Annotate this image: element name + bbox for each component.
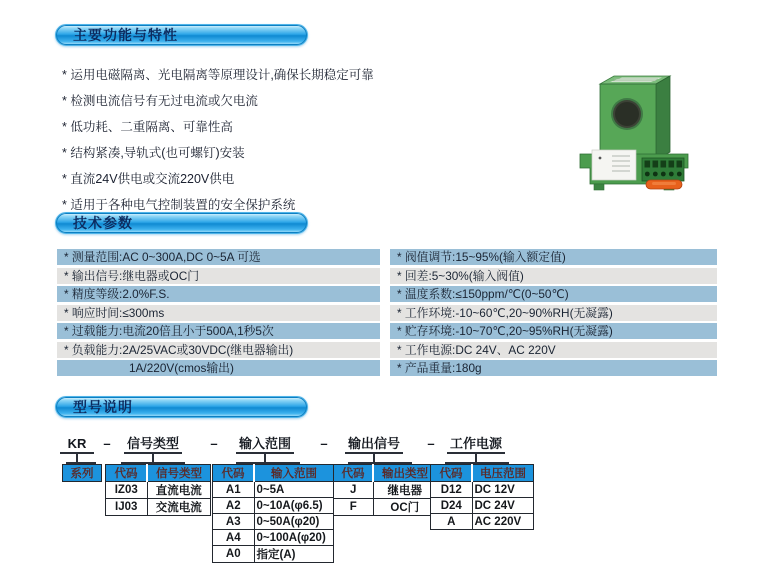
connector-stem — [475, 452, 477, 462]
column-header: 输入范围 — [254, 465, 334, 482]
code-cell: IJ03 — [106, 499, 148, 516]
spec-row: * 工作电源:DC 24V、AC 220V — [390, 342, 717, 358]
connector-stem — [76, 452, 78, 462]
specs-left-column — [57, 249, 380, 379]
column-header: 代码 — [213, 465, 255, 482]
value-cell: 直流电流 — [147, 482, 211, 499]
input-range-table — [212, 464, 334, 563]
feature-item: * 运用电磁隔离、光电隔离等原理设计,确保长期稳定可靠 — [62, 68, 374, 82]
value-cell: 交流电流 — [147, 499, 211, 516]
section-title: 型号说明 — [73, 399, 133, 415]
spec-row: * 输出信号:继电器或OC门 — [57, 268, 380, 284]
code-cell: A0 — [213, 546, 255, 563]
model-dash: – — [320, 436, 328, 451]
value-cell: OC门 — [373, 499, 437, 516]
connector-stem — [152, 452, 154, 462]
column-header: 代码 — [431, 465, 473, 482]
specs-table — [57, 249, 717, 379]
spec-row: * 产品重量:180g — [390, 360, 717, 376]
column-header: 代码 — [334, 465, 374, 482]
value-cell: DC 12V — [472, 482, 534, 498]
code-cell: D24 — [431, 498, 473, 514]
spec-row: * 精度等级:2.0%F.S. — [57, 286, 380, 302]
code-cell: J — [334, 482, 374, 499]
spec-row: * 阀值调节:15~95%(输入额定值) — [390, 249, 717, 265]
connector-stem — [373, 452, 375, 462]
model-dash: – — [427, 436, 435, 451]
code-cell: A3 — [213, 514, 255, 530]
model-dash: – — [210, 436, 218, 451]
feature-item: * 低功耗、二重隔离、可靠性高 — [62, 120, 233, 134]
value-cell: 指定(A) — [254, 546, 334, 563]
series-cell: 系列 — [63, 465, 102, 482]
spec-row: * 贮存环境:-10~70℃,20~95%RH(无凝露) — [390, 323, 717, 339]
feature-item: * 检测电流信号有无过电流或欠电流 — [62, 94, 258, 108]
output-type-table — [333, 464, 437, 516]
code-cell: A1 — [213, 482, 255, 498]
green-current-sensor-photo — [570, 66, 698, 198]
model-segment-power-supply: 工作电源 — [447, 437, 505, 454]
spec-row: * 响应时间:≤300ms — [57, 305, 380, 321]
section-title: 主要功能与特性 — [73, 27, 178, 43]
model-segment-output-signal: 输出信号 — [345, 437, 403, 454]
column-header: 信号类型 — [147, 465, 211, 482]
section-header-specs — [55, 212, 308, 234]
model-segment-signal-type: 信号类型 — [124, 437, 182, 454]
value-cell: 0~5A — [254, 482, 334, 498]
section-header-features — [55, 24, 308, 46]
code-cell: F — [334, 499, 374, 516]
code-cell: A — [431, 514, 473, 530]
product-photo — [570, 66, 698, 198]
connector-stem — [264, 452, 266, 462]
spec-row: 1A/220V(cmos输出) — [57, 360, 380, 376]
value-cell: DC 24V — [472, 498, 534, 514]
model-segment-input-range: 输入范围 — [236, 437, 294, 454]
section-header-model — [55, 396, 308, 418]
code-cell: D12 — [431, 482, 473, 498]
spec-row: * 测量范围:AC 0~300A,DC 0~5A 可选 — [57, 249, 380, 265]
spec-row: * 负载能力:2A/25VAC或30VDC(继电器输出) — [57, 342, 380, 358]
spec-row: * 回差:5~30%(输入阀值) — [390, 268, 717, 284]
feature-item: * 适用于各种电气控制装置的安全保护系统 — [62, 198, 296, 212]
feature-item: * 结构紧凑,导轨式(也可螺钉)安装 — [62, 146, 245, 160]
series-table — [62, 464, 102, 482]
value-cell: 0~10A(φ6.5) — [254, 498, 334, 514]
specs-right-column — [390, 249, 717, 379]
value-cell: 继电器 — [373, 482, 437, 499]
column-header: 电压范围 — [472, 465, 534, 482]
column-header: 代码 — [106, 465, 148, 482]
code-cell: IZ03 — [106, 482, 148, 499]
column-header: 输出类型 — [373, 465, 437, 482]
signal-type-table — [105, 464, 211, 516]
section-title: 技术参数 — [73, 215, 133, 231]
value-cell: 0~100A(φ20) — [254, 530, 334, 546]
spec-row: * 工作环境:-10~60℃,20~90%RH(无凝露) — [390, 305, 717, 321]
value-cell: 0~50A(φ20) — [254, 514, 334, 530]
value-cell: AC 220V — [472, 514, 534, 530]
spec-row: * 温度系数:≤150ppm/℃(0~50℃) — [390, 286, 717, 302]
spec-row: * 过载能力:电流20倍且小于500A,1秒5次 — [57, 323, 380, 339]
features-list — [62, 62, 532, 218]
model-prefix: KR — [60, 437, 94, 454]
code-cell: A2 — [213, 498, 255, 514]
code-cell: A4 — [213, 530, 255, 546]
model-code-diagram — [0, 437, 770, 568]
model-dash: – — [103, 436, 111, 451]
feature-item: * 直流24V供电或交流220V供电 — [62, 172, 235, 186]
power-supply-table — [430, 464, 534, 530]
